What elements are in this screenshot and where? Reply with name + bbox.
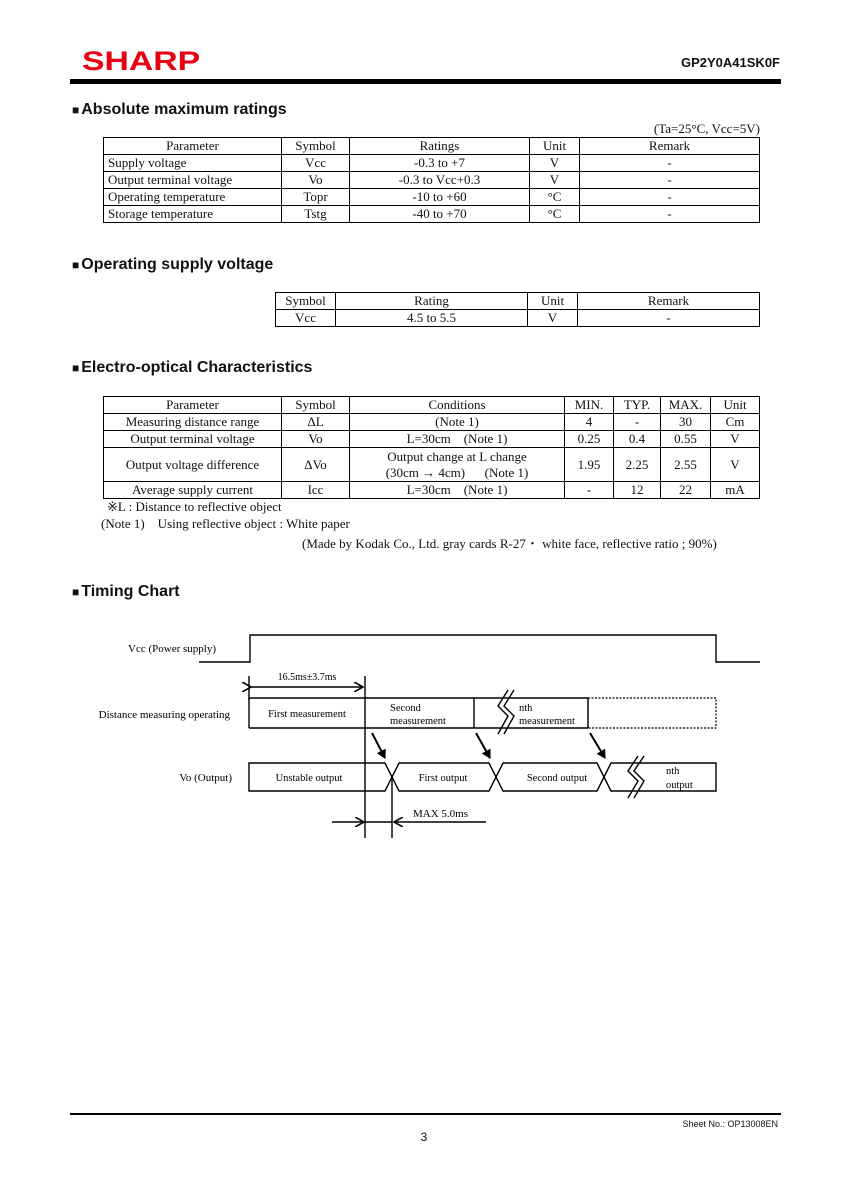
cell: Vo	[282, 431, 350, 448]
cell: -10 to +60	[350, 189, 530, 206]
cell: -	[565, 482, 614, 499]
transfer-arrow	[476, 733, 490, 758]
note-1: (Note 1) Using reflective object : White paper	[101, 516, 350, 531]
section-title-text: Operating supply voltage	[81, 256, 274, 273]
cell: mA	[711, 482, 760, 499]
column-header: Symbol	[276, 293, 336, 310]
cell: -40 to +70	[350, 206, 530, 223]
section-title-text: Absolute maximum ratings	[81, 101, 287, 118]
cell: L=30cm (Note 1)	[350, 431, 565, 448]
cell: Storage temperature	[104, 206, 282, 223]
cell: 4	[565, 414, 614, 431]
cell: Vcc	[276, 310, 336, 327]
cell: Topr	[282, 189, 350, 206]
output-first-label: First output	[418, 773, 468, 784]
label-period: 16.5ms±3.7ms	[277, 672, 337, 683]
cell: 30	[661, 414, 711, 431]
cell: -0.3 to +7	[350, 155, 530, 172]
cell: Vo	[282, 172, 350, 189]
part-number: GP2Y0A41SK0F	[681, 55, 780, 70]
label-vo: Vo (Output)	[179, 772, 232, 784]
column-header: Conditions	[350, 397, 565, 414]
square-bullet-icon: ■	[72, 258, 80, 272]
page-number: 3	[420, 1130, 428, 1144]
cell: Vcc	[282, 155, 350, 172]
cell: -	[580, 206, 760, 223]
sharp-logo: SHARP	[82, 46, 201, 76]
cell: °C	[530, 206, 580, 223]
column-header: MIN.	[565, 397, 614, 414]
label-distance: Distance measuring operating	[98, 709, 230, 721]
square-bullet-icon: ■	[72, 585, 80, 599]
label-vcc: Vcc (Power supply)	[128, 643, 216, 655]
column-header: Unit	[530, 138, 580, 155]
output-second-label: Second output	[526, 773, 588, 784]
output-nth	[604, 763, 716, 791]
column-header: Symbol	[282, 397, 350, 414]
measure-first: First measurement	[268, 709, 346, 720]
cell: 4.5 to 5.5	[336, 310, 528, 327]
section-title-text: Electro-optical Characteristics	[81, 359, 313, 376]
cell: 0.4	[614, 431, 661, 448]
column-header: Parameter	[104, 397, 282, 414]
footnote-l: ※L : Distance to reflective object	[107, 499, 282, 514]
cell: ΔVo	[282, 448, 350, 482]
output-nth-2: output	[666, 780, 693, 791]
cell: Supply voltage	[104, 155, 282, 172]
cell: Tstg	[282, 206, 350, 223]
cell: L=30cm (Note 1)	[350, 482, 565, 499]
cell: Output terminal voltage	[104, 431, 282, 448]
transfer-arrow	[590, 733, 605, 758]
transfer-arrow	[372, 733, 385, 758]
cell: Measuring distance range	[104, 414, 282, 431]
column-header: Parameter	[104, 138, 282, 155]
cell: Output voltage difference	[104, 448, 282, 482]
measure-second-1: Second	[390, 703, 421, 714]
cell: -	[580, 172, 760, 189]
cell: -	[580, 189, 760, 206]
cell: Average supply current	[104, 482, 282, 499]
vcc-waveform	[199, 635, 760, 662]
cell: 22	[661, 482, 711, 499]
output-nth-1: nth	[666, 766, 680, 777]
cell: -	[580, 155, 760, 172]
cell: °C	[530, 189, 580, 206]
note-1-detail: (Made by Kodak Co., Ltd. gray cards R-27・ white face, reflective ratio ; 90%)	[302, 536, 717, 551]
cell: V	[530, 172, 580, 189]
output-unstable-label: Unstable output	[275, 773, 343, 784]
column-header: Remark	[580, 138, 760, 155]
column-header: Remark	[578, 293, 760, 310]
cell: Icc	[282, 482, 350, 499]
column-header: Rating	[336, 293, 528, 310]
footer-rule	[70, 1113, 781, 1115]
sheet-number: Sheet No.: OP13008EN	[682, 1119, 778, 1129]
column-header: TYP.	[614, 397, 661, 414]
cell: 2.55	[661, 448, 711, 482]
condition-line-2: (30cm → 4cm) (Note 1)	[385, 464, 529, 480]
cell: V	[711, 431, 760, 448]
cell: V	[528, 310, 578, 327]
cell: -0.3 to Vcc+0.3	[350, 172, 530, 189]
cell: 0.25	[565, 431, 614, 448]
square-bullet-icon: ■	[72, 103, 80, 117]
cell: ΔL	[282, 414, 350, 431]
measure-dotted-box	[588, 698, 716, 728]
section-title-text: Timing Chart	[81, 583, 180, 600]
cell: 0.55	[661, 431, 711, 448]
square-bullet-icon: ■	[72, 361, 80, 375]
cell: (Note 1)	[350, 414, 565, 431]
cell: V	[711, 448, 760, 482]
column-header: Unit	[711, 397, 760, 414]
column-header: MAX.	[661, 397, 711, 414]
measure-nth-2: measurement	[519, 716, 575, 727]
condition-line-1: Output change at L change	[387, 448, 527, 464]
ratings-condition: (Ta=25°C, Vcc=5V)	[653, 121, 760, 136]
cell: 1.95	[565, 448, 614, 482]
cell: V	[530, 155, 580, 172]
cell: Cm	[711, 414, 760, 431]
cell: 12	[614, 482, 661, 499]
cell: Output terminal voltage	[104, 172, 282, 189]
cell: 2.25	[614, 448, 661, 482]
measure-nth-1: nth	[519, 703, 533, 714]
cell: -	[614, 414, 661, 431]
label-delay: MAX 5.0ms	[413, 808, 469, 820]
column-header: Ratings	[350, 138, 530, 155]
column-header: Unit	[528, 293, 578, 310]
column-header: Symbol	[282, 138, 350, 155]
cell: Operating temperature	[104, 189, 282, 206]
measure-second-2: measurement	[390, 716, 446, 727]
cell: -	[578, 310, 760, 327]
